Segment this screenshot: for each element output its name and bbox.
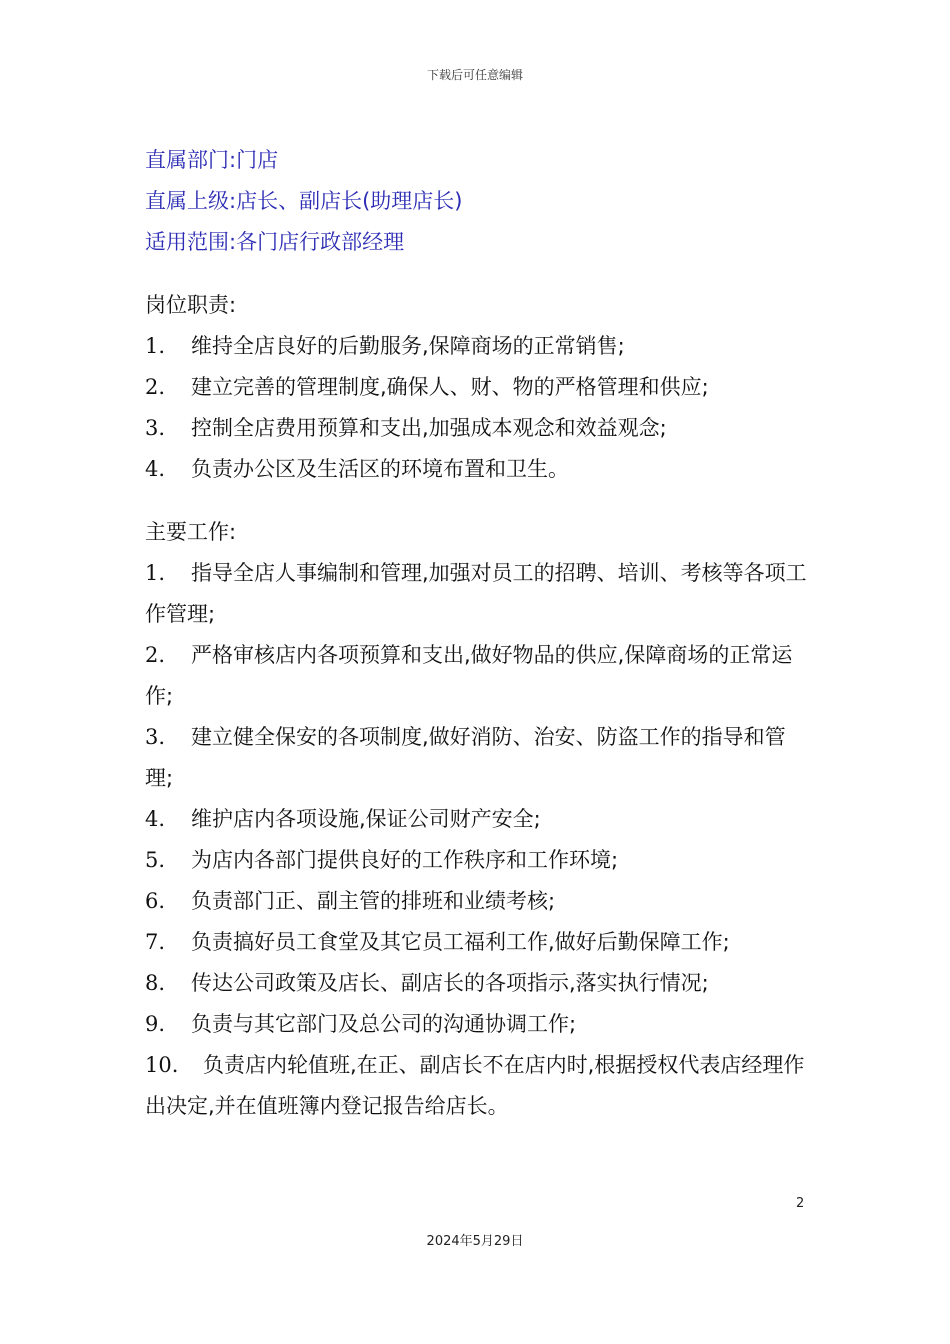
item-number: 5. [145, 848, 166, 872]
item-number: 2. [145, 643, 166, 667]
duty-item [145, 408, 810, 449]
item-text: 建立完善的管理制度,确保人、财、物的严格管理和供应; [191, 375, 709, 399]
item-number: 1. [145, 334, 166, 358]
work-item [145, 922, 810, 963]
item-number: 8. [145, 971, 166, 995]
page-number: 2 [796, 1196, 805, 1211]
duty-item [145, 326, 810, 367]
work-item [145, 1045, 810, 1127]
item-text: 负责与其它部门及总公司的沟通协调工作; [191, 1012, 577, 1036]
item-text: 指导全店人事编制和管理,加强对员工的招聘、培训、考核等各项工作管理; [145, 561, 807, 626]
header-note: 下载后可任意编辑 [426, 68, 523, 82]
item-text: 负责店内轮值班,在正、副店长不在店内时,根据授权代表店经理作出决定,并在值班簿内登记报告给店长。 [145, 1053, 805, 1118]
duties-title: 岗位职责: [145, 293, 237, 317]
duty-item [145, 449, 810, 490]
item-text: 严格审核店内各项预算和支出,做好物品的供应,保障商场的正常运作; [145, 643, 793, 708]
item-number: 9. [145, 1012, 166, 1036]
item-text: 为店内各部门提供良好的工作秩序和工作环境; [191, 848, 619, 872]
item-number: 6. [145, 889, 166, 913]
item-number: 3. [145, 416, 166, 440]
work-item [145, 799, 810, 840]
footer-date: 2024年5月29日 [426, 1234, 524, 1249]
item-text: 传达公司政策及店长、副店长的各项指示,落实执行情况; [191, 971, 709, 995]
item-number: 1. [145, 561, 166, 585]
item-text: 建立健全保安的各项制度,做好消防、治安、防盗工作的指导和管理; [145, 725, 786, 790]
work-item [145, 717, 810, 799]
item-text: 维护店内各项设施,保证公司财产安全; [191, 807, 541, 831]
item-number: 7. [145, 930, 166, 954]
work-item [145, 840, 810, 881]
direct-department: 直属部门:门店 [145, 148, 279, 172]
item-text: 负责办公区及生活区的环境布置和卫生。 [191, 457, 569, 481]
work-title: 主要工作: [145, 520, 237, 544]
work-item [145, 1004, 810, 1045]
item-text: 控制全店费用预算和支出,加强成本观念和效益观念; [191, 416, 667, 440]
applicable-scope: 适用范围:各门店行政部经理 [145, 230, 405, 254]
duties-list [145, 326, 810, 490]
item-number: 3. [145, 725, 166, 749]
item-number: 10. [145, 1053, 179, 1077]
work-item [145, 881, 810, 922]
item-number: 2. [145, 375, 166, 399]
work-item [145, 553, 810, 635]
work-item [145, 635, 810, 717]
work-item [145, 963, 810, 1004]
work-list [145, 553, 810, 1127]
item-text: 负责部门正、副主管的排班和业绩考核; [191, 889, 556, 913]
item-text: 维持全店良好的后勤服务,保障商场的正常销售; [191, 334, 625, 358]
document-body [145, 140, 810, 1127]
duty-item [145, 367, 810, 408]
item-text: 负责搞好员工食堂及其它员工福利工作,做好后勤保障工作; [191, 930, 730, 954]
direct-superior: 直属上级:店长、副店长(助理店长) [145, 189, 463, 213]
item-number: 4. [145, 457, 166, 481]
item-number: 4. [145, 807, 166, 831]
